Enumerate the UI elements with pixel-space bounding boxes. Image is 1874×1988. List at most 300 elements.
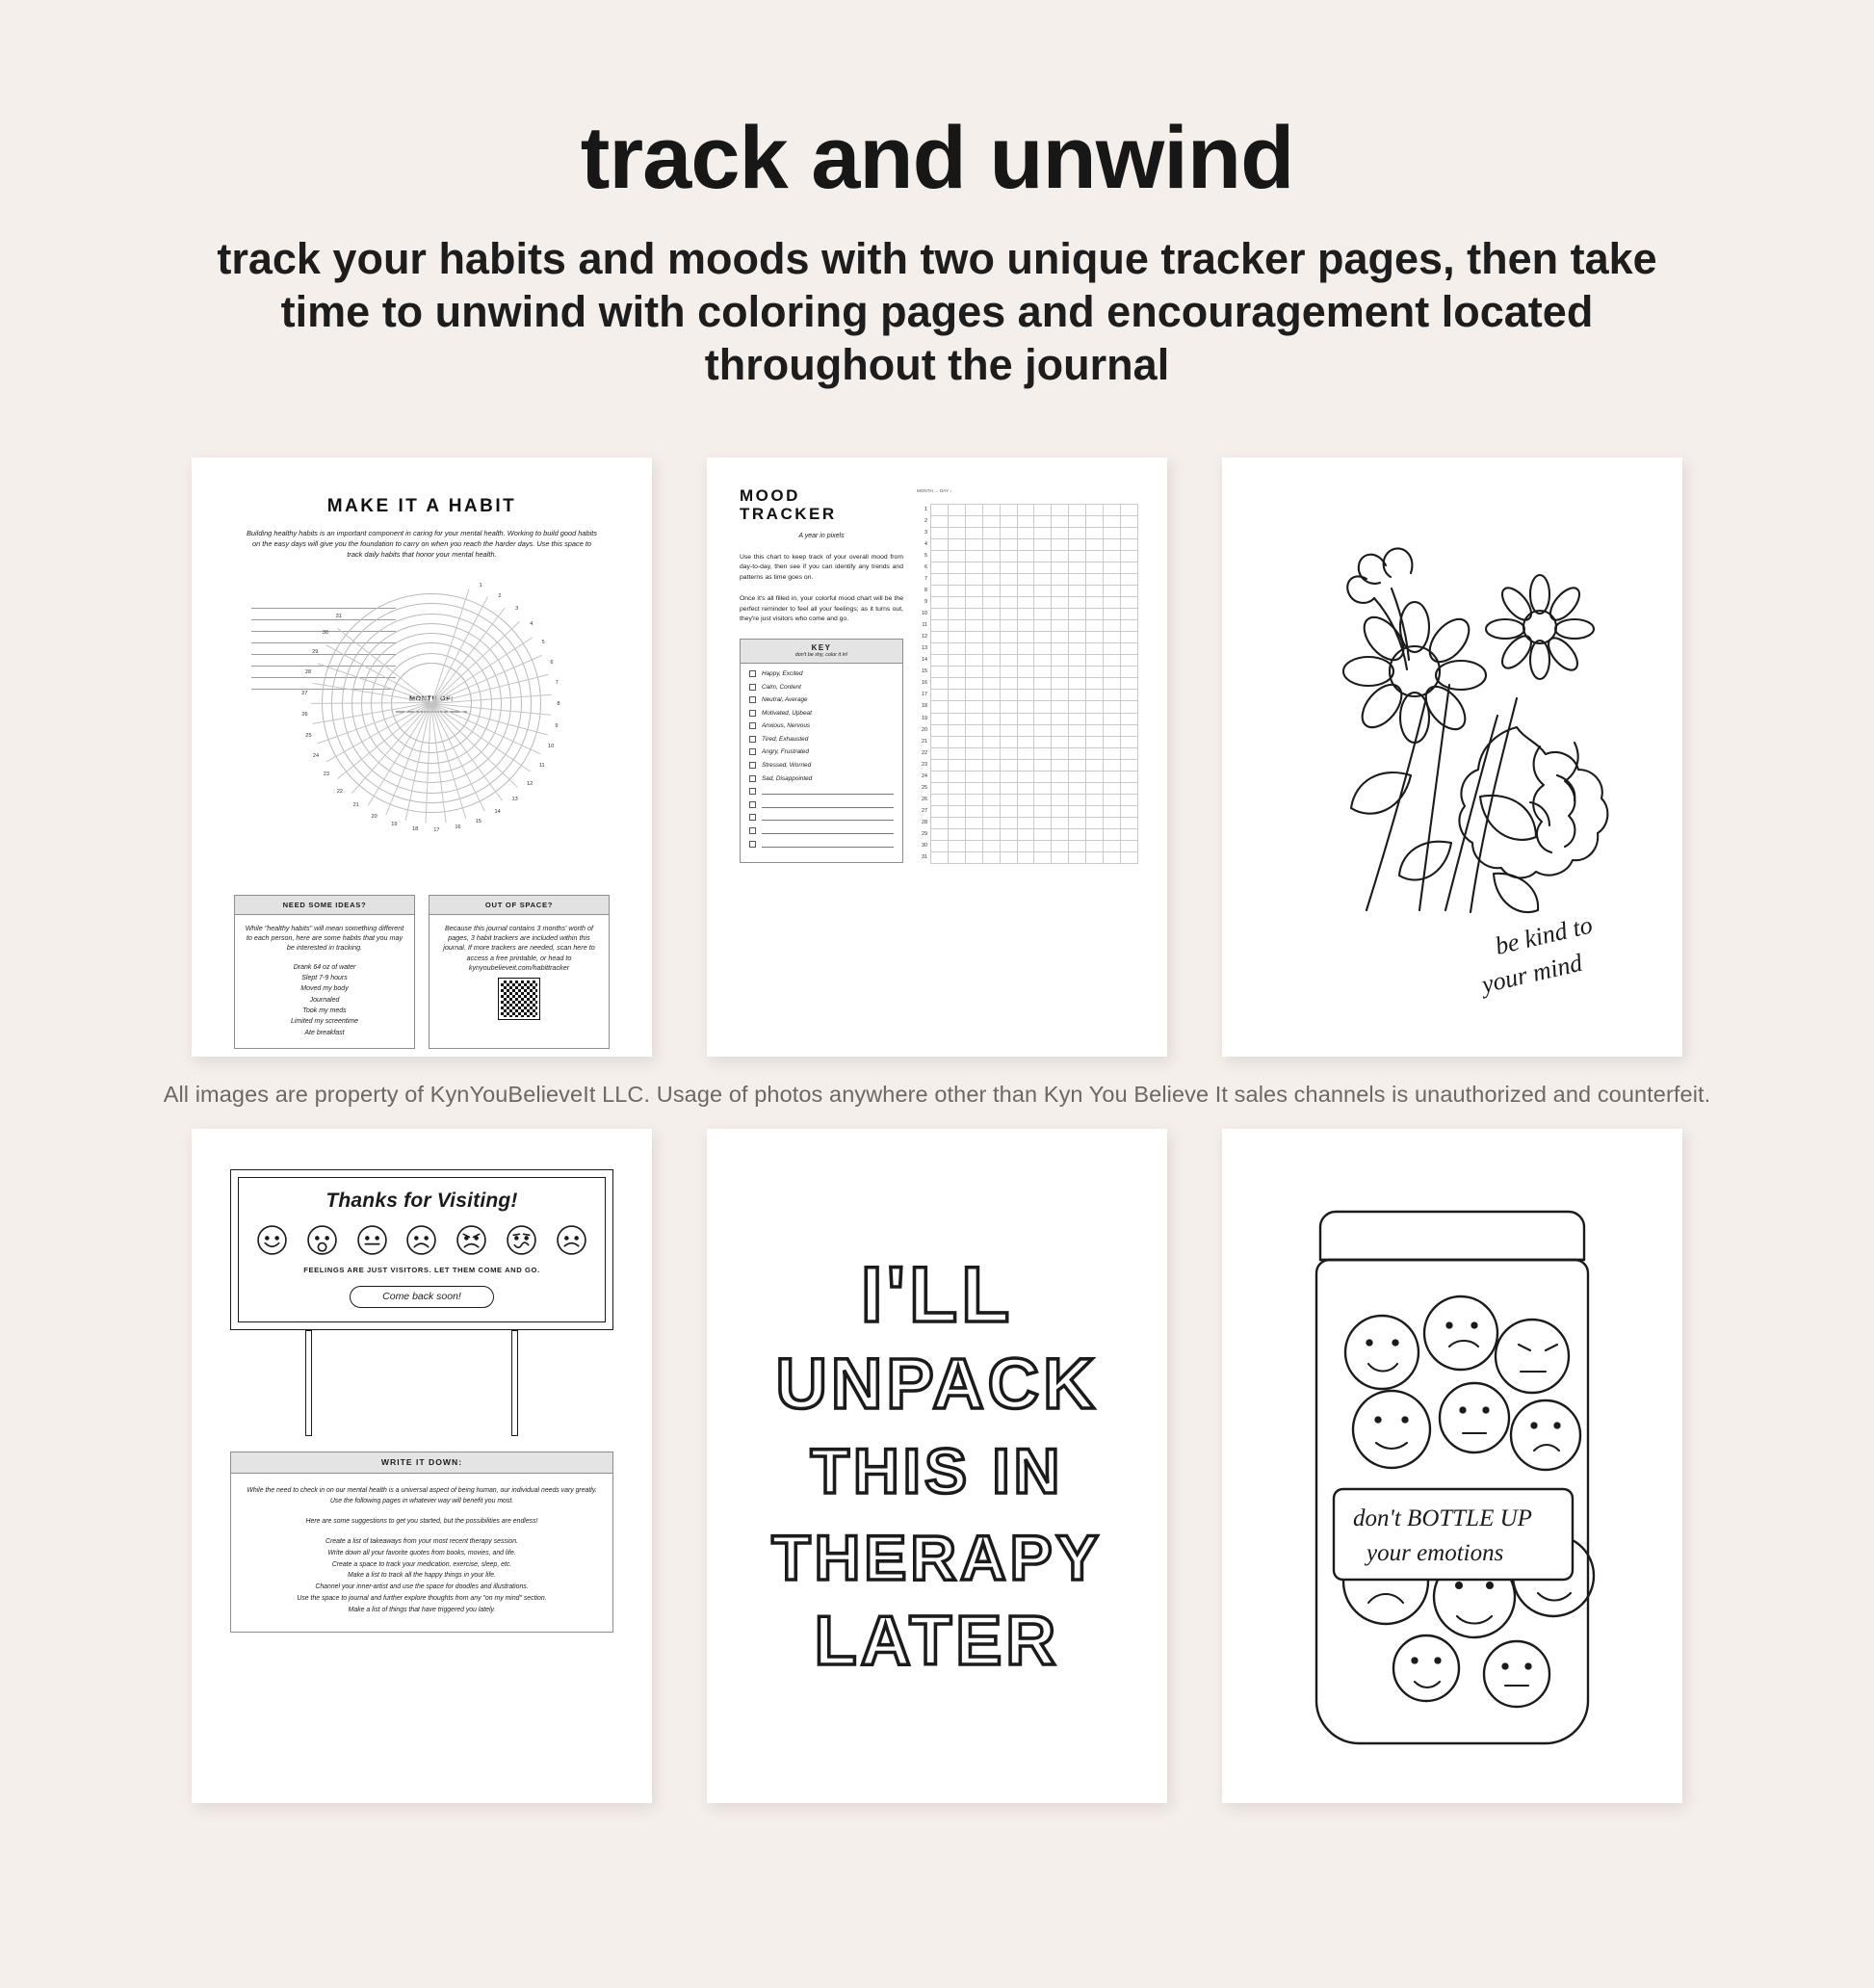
mood-cell[interactable] bbox=[1001, 632, 1018, 643]
color-swatch-checkbox[interactable] bbox=[749, 788, 756, 795]
mood-cell[interactable] bbox=[983, 795, 1001, 806]
mood-cell[interactable] bbox=[966, 701, 983, 713]
mood-key-row-blank[interactable] bbox=[749, 827, 894, 834]
mood-cell[interactable] bbox=[931, 539, 949, 551]
mood-cell[interactable] bbox=[1104, 806, 1121, 818]
mood-cell[interactable] bbox=[966, 852, 983, 864]
mood-cell[interactable] bbox=[1034, 737, 1052, 748]
mood-cell[interactable] bbox=[949, 772, 966, 783]
mood-cell[interactable] bbox=[966, 725, 983, 737]
mood-cell[interactable] bbox=[1001, 551, 1018, 562]
color-swatch-checkbox[interactable] bbox=[749, 775, 756, 782]
mood-cell[interactable] bbox=[1052, 690, 1069, 701]
mood-cell[interactable] bbox=[983, 714, 1001, 725]
preview-card-dont-bottle-up[interactable] bbox=[1222, 1129, 1682, 1803]
mood-cell[interactable] bbox=[931, 737, 949, 748]
mood-cell[interactable] bbox=[1069, 725, 1086, 737]
mood-cell[interactable] bbox=[949, 841, 966, 852]
mood-cell[interactable] bbox=[1052, 725, 1069, 737]
mood-cell[interactable] bbox=[1018, 701, 1035, 713]
mood-cell[interactable] bbox=[1086, 516, 1104, 528]
mood-cell[interactable] bbox=[966, 574, 983, 586]
mood-cell[interactable] bbox=[1121, 829, 1138, 841]
mood-cell[interactable] bbox=[983, 562, 1001, 574]
mood-cell[interactable] bbox=[1018, 772, 1035, 783]
mood-cell[interactable] bbox=[1069, 783, 1086, 795]
mood-cell[interactable] bbox=[1104, 725, 1121, 737]
mood-cell[interactable] bbox=[1001, 701, 1018, 713]
mood-cell[interactable] bbox=[1018, 818, 1035, 829]
mood-cell[interactable] bbox=[1052, 829, 1069, 841]
mood-cell[interactable] bbox=[966, 690, 983, 701]
mood-cell[interactable] bbox=[931, 655, 949, 667]
mood-cell[interactable] bbox=[1086, 574, 1104, 586]
mood-cell[interactable] bbox=[1086, 795, 1104, 806]
mood-cell[interactable] bbox=[1018, 597, 1035, 609]
mood-cell[interactable] bbox=[1104, 574, 1121, 586]
mood-cell[interactable] bbox=[1052, 806, 1069, 818]
mood-cell[interactable] bbox=[931, 597, 949, 609]
mood-cell[interactable] bbox=[1052, 586, 1069, 597]
mood-cell[interactable] bbox=[1018, 574, 1035, 586]
mood-cell[interactable] bbox=[1018, 632, 1035, 643]
mood-cell[interactable] bbox=[931, 586, 949, 597]
mood-cell[interactable] bbox=[1018, 714, 1035, 725]
mood-cell[interactable] bbox=[1104, 586, 1121, 597]
mood-cell[interactable] bbox=[949, 609, 966, 620]
mood-cell[interactable] bbox=[966, 714, 983, 725]
mood-grid-cells[interactable] bbox=[930, 504, 1138, 864]
mood-cell[interactable] bbox=[983, 829, 1001, 841]
mood-cell[interactable] bbox=[1121, 597, 1138, 609]
mood-cell[interactable] bbox=[1086, 667, 1104, 678]
mood-cell[interactable] bbox=[949, 586, 966, 597]
mood-cell[interactable] bbox=[1121, 841, 1138, 852]
mood-cell[interactable] bbox=[1034, 725, 1052, 737]
mood-cell[interactable] bbox=[966, 760, 983, 772]
mood-cell[interactable] bbox=[931, 725, 949, 737]
mood-cell[interactable] bbox=[1069, 737, 1086, 748]
mood-cell[interactable] bbox=[966, 737, 983, 748]
mood-cell[interactable] bbox=[1052, 562, 1069, 574]
mood-cell[interactable] bbox=[1034, 714, 1052, 725]
mood-cell[interactable] bbox=[1069, 620, 1086, 632]
mood-cell[interactable] bbox=[983, 586, 1001, 597]
mood-cell[interactable] bbox=[949, 667, 966, 678]
mood-cell[interactable] bbox=[1121, 760, 1138, 772]
mood-key-write-line[interactable] bbox=[762, 827, 894, 834]
mood-cell[interactable] bbox=[1086, 829, 1104, 841]
mood-cell[interactable] bbox=[1034, 632, 1052, 643]
mood-cell[interactable] bbox=[966, 772, 983, 783]
mood-cell[interactable] bbox=[1086, 772, 1104, 783]
mood-cell[interactable] bbox=[1034, 620, 1052, 632]
color-swatch-checkbox[interactable] bbox=[749, 841, 756, 848]
mood-cell[interactable] bbox=[1086, 783, 1104, 795]
mood-cell[interactable] bbox=[1069, 852, 1086, 864]
mood-cell[interactable] bbox=[1069, 760, 1086, 772]
mood-cell[interactable] bbox=[1069, 655, 1086, 667]
mood-cell[interactable] bbox=[1034, 539, 1052, 551]
mood-cell[interactable] bbox=[1121, 795, 1138, 806]
mood-cell[interactable] bbox=[1001, 574, 1018, 586]
mood-cell[interactable] bbox=[1069, 505, 1086, 516]
mood-cell[interactable] bbox=[1034, 609, 1052, 620]
preview-card-therapy-later[interactable] bbox=[707, 1129, 1167, 1803]
mood-key-write-line[interactable] bbox=[762, 814, 894, 821]
mood-cell[interactable] bbox=[1086, 852, 1104, 864]
mood-cell[interactable] bbox=[1034, 516, 1052, 528]
mood-cell[interactable] bbox=[949, 690, 966, 701]
mood-cell[interactable] bbox=[966, 667, 983, 678]
mood-cell[interactable] bbox=[983, 597, 1001, 609]
mood-cell[interactable] bbox=[1001, 795, 1018, 806]
mood-cell[interactable] bbox=[966, 783, 983, 795]
mood-cell[interactable] bbox=[1034, 701, 1052, 713]
mood-cell[interactable] bbox=[983, 737, 1001, 748]
mood-cell[interactable] bbox=[1086, 760, 1104, 772]
mood-cell[interactable] bbox=[1069, 562, 1086, 574]
mood-cell[interactable] bbox=[983, 516, 1001, 528]
mood-cell[interactable] bbox=[1086, 551, 1104, 562]
mood-cell[interactable] bbox=[1086, 620, 1104, 632]
mood-cell[interactable] bbox=[1018, 539, 1035, 551]
mood-cell[interactable] bbox=[949, 737, 966, 748]
mood-cell[interactable] bbox=[949, 516, 966, 528]
mood-cell[interactable] bbox=[931, 528, 949, 539]
mood-cell[interactable] bbox=[949, 620, 966, 632]
mood-cell[interactable] bbox=[1018, 725, 1035, 737]
mood-cell[interactable] bbox=[1104, 620, 1121, 632]
preview-card-thanks-for-visiting[interactable] bbox=[192, 1129, 652, 1803]
mood-cell[interactable] bbox=[1018, 806, 1035, 818]
mood-cell[interactable] bbox=[1034, 690, 1052, 701]
mood-key-row[interactable] bbox=[749, 748, 894, 755]
mood-cell[interactable] bbox=[1121, 609, 1138, 620]
mood-cell[interactable] bbox=[1001, 725, 1018, 737]
mood-cell[interactable] bbox=[931, 783, 949, 795]
mood-cell[interactable] bbox=[1069, 609, 1086, 620]
mood-cell[interactable] bbox=[949, 748, 966, 760]
mood-cell[interactable] bbox=[931, 516, 949, 528]
mood-cell[interactable] bbox=[1018, 609, 1035, 620]
mood-cell[interactable] bbox=[1086, 748, 1104, 760]
mood-cell[interactable] bbox=[931, 632, 949, 643]
mood-cell[interactable] bbox=[1034, 852, 1052, 864]
mood-cell[interactable] bbox=[1104, 643, 1121, 655]
mood-cell[interactable] bbox=[983, 806, 1001, 818]
mood-cell[interactable] bbox=[966, 818, 983, 829]
mood-key-row-blank[interactable] bbox=[749, 801, 894, 808]
mood-cell[interactable] bbox=[1104, 655, 1121, 667]
mood-cell[interactable] bbox=[1121, 701, 1138, 713]
mood-cell[interactable] bbox=[983, 852, 1001, 864]
mood-cell[interactable] bbox=[1086, 528, 1104, 539]
mood-cell[interactable] bbox=[1121, 516, 1138, 528]
mood-key-row[interactable] bbox=[749, 736, 894, 743]
mood-cell[interactable] bbox=[949, 678, 966, 690]
preview-card-make-it-a-habit[interactable] bbox=[192, 458, 652, 1057]
mood-cell[interactable] bbox=[949, 539, 966, 551]
mood-cell[interactable] bbox=[1018, 748, 1035, 760]
mood-cell[interactable] bbox=[983, 539, 1001, 551]
mood-cell[interactable] bbox=[1104, 737, 1121, 748]
mood-cell[interactable] bbox=[983, 655, 1001, 667]
color-swatch-checkbox[interactable] bbox=[749, 801, 756, 808]
mood-cell[interactable] bbox=[966, 620, 983, 632]
mood-cell[interactable] bbox=[1001, 678, 1018, 690]
mood-cell[interactable] bbox=[1104, 772, 1121, 783]
mood-cell[interactable] bbox=[1069, 643, 1086, 655]
mood-cell[interactable] bbox=[1018, 795, 1035, 806]
mood-cell[interactable] bbox=[1052, 667, 1069, 678]
mood-cell[interactable] bbox=[1086, 678, 1104, 690]
color-swatch-checkbox[interactable] bbox=[749, 748, 756, 755]
mood-cell[interactable] bbox=[966, 539, 983, 551]
mood-cell[interactable] bbox=[983, 818, 1001, 829]
mood-cell[interactable] bbox=[1086, 806, 1104, 818]
mood-cell[interactable] bbox=[1069, 829, 1086, 841]
mood-cell[interactable] bbox=[1104, 562, 1121, 574]
mood-cell[interactable] bbox=[966, 841, 983, 852]
mood-cell[interactable] bbox=[1052, 574, 1069, 586]
mood-cell[interactable] bbox=[983, 760, 1001, 772]
mood-cell[interactable] bbox=[1086, 586, 1104, 597]
mood-cell[interactable] bbox=[1034, 551, 1052, 562]
mood-cell[interactable] bbox=[1034, 586, 1052, 597]
mood-cell[interactable] bbox=[1034, 528, 1052, 539]
mood-cell[interactable] bbox=[1034, 795, 1052, 806]
mood-cell[interactable] bbox=[983, 725, 1001, 737]
mood-cell[interactable] bbox=[1104, 551, 1121, 562]
mood-cell[interactable] bbox=[1086, 714, 1104, 725]
mood-cell[interactable] bbox=[1034, 760, 1052, 772]
mood-cell[interactable] bbox=[931, 551, 949, 562]
mood-cell[interactable] bbox=[1001, 597, 1018, 609]
mood-cell[interactable] bbox=[1001, 806, 1018, 818]
mood-cell[interactable] bbox=[1086, 562, 1104, 574]
mood-cell[interactable] bbox=[1001, 772, 1018, 783]
mood-cell[interactable] bbox=[983, 620, 1001, 632]
mood-key-row-blank[interactable] bbox=[749, 814, 894, 821]
mood-cell[interactable] bbox=[1121, 783, 1138, 795]
mood-cell[interactable] bbox=[983, 574, 1001, 586]
mood-cell[interactable] bbox=[1086, 690, 1104, 701]
mood-cell[interactable] bbox=[1121, 818, 1138, 829]
mood-cell[interactable] bbox=[1086, 597, 1104, 609]
mood-cell[interactable] bbox=[1121, 586, 1138, 597]
mood-cell[interactable] bbox=[1104, 852, 1121, 864]
mood-cell[interactable] bbox=[1018, 690, 1035, 701]
mood-cell[interactable] bbox=[1034, 806, 1052, 818]
mood-cell[interactable] bbox=[1069, 714, 1086, 725]
mood-cell[interactable] bbox=[1018, 783, 1035, 795]
mood-cell[interactable] bbox=[1018, 505, 1035, 516]
mood-cell[interactable] bbox=[1121, 806, 1138, 818]
mood-cell[interactable] bbox=[1052, 678, 1069, 690]
mood-cell[interactable] bbox=[1069, 516, 1086, 528]
mood-cell[interactable] bbox=[949, 597, 966, 609]
color-swatch-checkbox[interactable] bbox=[749, 696, 756, 703]
mood-cell[interactable] bbox=[1069, 551, 1086, 562]
mood-cell[interactable] bbox=[1001, 829, 1018, 841]
mood-key-write-line[interactable] bbox=[762, 801, 894, 808]
mood-cell[interactable] bbox=[1034, 841, 1052, 852]
mood-cell[interactable] bbox=[949, 632, 966, 643]
mood-cell[interactable] bbox=[1121, 667, 1138, 678]
mood-cell[interactable] bbox=[1034, 667, 1052, 678]
mood-cell[interactable] bbox=[1104, 795, 1121, 806]
mood-cell[interactable] bbox=[1104, 609, 1121, 620]
mood-cell[interactable] bbox=[1104, 516, 1121, 528]
mood-cell[interactable] bbox=[1086, 539, 1104, 551]
color-swatch-checkbox[interactable] bbox=[749, 814, 756, 821]
mood-cell[interactable] bbox=[931, 562, 949, 574]
mood-cell[interactable] bbox=[1001, 783, 1018, 795]
mood-cell[interactable] bbox=[1086, 725, 1104, 737]
mood-key-write-line[interactable] bbox=[762, 841, 894, 848]
mood-cell[interactable] bbox=[1052, 701, 1069, 713]
mood-cell[interactable] bbox=[1018, 829, 1035, 841]
mood-cell[interactable] bbox=[966, 562, 983, 574]
mood-cell[interactable] bbox=[966, 528, 983, 539]
mood-cell[interactable] bbox=[949, 852, 966, 864]
mood-cell[interactable] bbox=[983, 667, 1001, 678]
mood-cell[interactable] bbox=[1069, 701, 1086, 713]
mood-cell[interactable] bbox=[1121, 505, 1138, 516]
mood-cell[interactable] bbox=[931, 852, 949, 864]
mood-cell[interactable] bbox=[1018, 667, 1035, 678]
mood-cell[interactable] bbox=[1104, 818, 1121, 829]
mood-cell[interactable] bbox=[1069, 667, 1086, 678]
mood-cell[interactable] bbox=[1121, 574, 1138, 586]
mood-cell[interactable] bbox=[949, 528, 966, 539]
mood-cell[interactable] bbox=[1121, 643, 1138, 655]
mood-cell[interactable] bbox=[1052, 643, 1069, 655]
mood-cell[interactable] bbox=[1121, 725, 1138, 737]
mood-cell[interactable] bbox=[983, 772, 1001, 783]
mood-cell[interactable] bbox=[966, 655, 983, 667]
mood-cell[interactable] bbox=[1052, 516, 1069, 528]
mood-cell[interactable] bbox=[949, 701, 966, 713]
mood-cell[interactable] bbox=[1052, 505, 1069, 516]
mood-cell[interactable] bbox=[1018, 562, 1035, 574]
mood-cell[interactable] bbox=[1104, 701, 1121, 713]
mood-cell[interactable] bbox=[1052, 655, 1069, 667]
mood-cell[interactable] bbox=[1001, 539, 1018, 551]
mood-cell[interactable] bbox=[1069, 772, 1086, 783]
mood-cell[interactable] bbox=[1104, 678, 1121, 690]
mood-cell[interactable] bbox=[1069, 678, 1086, 690]
mood-cell[interactable] bbox=[1104, 760, 1121, 772]
mood-cell[interactable] bbox=[1052, 760, 1069, 772]
mood-cell[interactable] bbox=[1052, 551, 1069, 562]
mood-cell[interactable] bbox=[1052, 528, 1069, 539]
mood-cell[interactable] bbox=[1086, 737, 1104, 748]
mood-cell[interactable] bbox=[1052, 772, 1069, 783]
mood-cell[interactable] bbox=[1086, 643, 1104, 655]
mood-cell[interactable] bbox=[983, 678, 1001, 690]
mood-cell[interactable] bbox=[931, 772, 949, 783]
mood-cell[interactable] bbox=[931, 690, 949, 701]
mood-cell[interactable] bbox=[1086, 505, 1104, 516]
mood-cell[interactable] bbox=[1069, 806, 1086, 818]
mood-cell[interactable] bbox=[1034, 772, 1052, 783]
mood-cell[interactable] bbox=[1121, 748, 1138, 760]
mood-cell[interactable] bbox=[1069, 795, 1086, 806]
mood-cell[interactable] bbox=[1069, 632, 1086, 643]
mood-cell[interactable] bbox=[931, 818, 949, 829]
mood-cell[interactable] bbox=[983, 841, 1001, 852]
mood-cell[interactable] bbox=[1018, 586, 1035, 597]
preview-card-mood-tracker[interactable] bbox=[707, 458, 1167, 1057]
mood-key-row[interactable] bbox=[749, 762, 894, 769]
mood-cell[interactable] bbox=[1034, 597, 1052, 609]
qr-code[interactable] bbox=[499, 979, 539, 1019]
mood-cell[interactable] bbox=[966, 806, 983, 818]
mood-cell[interactable] bbox=[1069, 586, 1086, 597]
mood-cell[interactable] bbox=[931, 795, 949, 806]
mood-cell[interactable] bbox=[966, 516, 983, 528]
mood-cell[interactable] bbox=[1001, 737, 1018, 748]
mood-cell[interactable] bbox=[931, 806, 949, 818]
mood-cell[interactable] bbox=[1001, 655, 1018, 667]
mood-cell[interactable] bbox=[1104, 667, 1121, 678]
mood-cell[interactable] bbox=[931, 574, 949, 586]
mood-cell[interactable] bbox=[1052, 620, 1069, 632]
mood-cell[interactable] bbox=[949, 725, 966, 737]
mood-cell[interactable] bbox=[1104, 505, 1121, 516]
color-swatch-checkbox[interactable] bbox=[749, 827, 756, 834]
mood-key-row[interactable] bbox=[749, 684, 894, 691]
mood-cell[interactable] bbox=[949, 783, 966, 795]
mood-cell[interactable] bbox=[966, 609, 983, 620]
mood-cell[interactable] bbox=[1001, 690, 1018, 701]
mood-cell[interactable] bbox=[966, 632, 983, 643]
mood-key-write-line[interactable] bbox=[762, 788, 894, 795]
mood-cell[interactable] bbox=[1052, 714, 1069, 725]
mood-cell[interactable] bbox=[966, 748, 983, 760]
mood-cell[interactable] bbox=[1121, 539, 1138, 551]
mood-cell[interactable] bbox=[949, 505, 966, 516]
mood-cell[interactable] bbox=[1069, 539, 1086, 551]
mood-cell[interactable] bbox=[949, 643, 966, 655]
mood-cell[interactable] bbox=[1001, 643, 1018, 655]
mood-cell[interactable] bbox=[1052, 748, 1069, 760]
mood-cell[interactable] bbox=[1001, 852, 1018, 864]
mood-cell[interactable] bbox=[1052, 609, 1069, 620]
mood-cell[interactable] bbox=[1018, 528, 1035, 539]
mood-cell[interactable] bbox=[1121, 690, 1138, 701]
mood-cell[interactable] bbox=[1104, 829, 1121, 841]
mood-key-row-blank[interactable] bbox=[749, 841, 894, 848]
mood-cell[interactable] bbox=[1086, 632, 1104, 643]
mood-cell[interactable] bbox=[1121, 772, 1138, 783]
mood-cell[interactable] bbox=[949, 818, 966, 829]
mood-cell[interactable] bbox=[1052, 818, 1069, 829]
mood-cell[interactable] bbox=[1121, 678, 1138, 690]
mood-cell[interactable] bbox=[1104, 690, 1121, 701]
mood-key-row[interactable] bbox=[749, 710, 894, 717]
mood-cell[interactable] bbox=[1034, 643, 1052, 655]
mood-cell[interactable] bbox=[1001, 760, 1018, 772]
mood-cell[interactable] bbox=[1018, 760, 1035, 772]
mood-cell[interactable] bbox=[1001, 609, 1018, 620]
mood-cell[interactable] bbox=[1052, 539, 1069, 551]
mood-cell[interactable] bbox=[1121, 655, 1138, 667]
mood-cell[interactable] bbox=[1086, 701, 1104, 713]
mood-cell[interactable] bbox=[1034, 505, 1052, 516]
